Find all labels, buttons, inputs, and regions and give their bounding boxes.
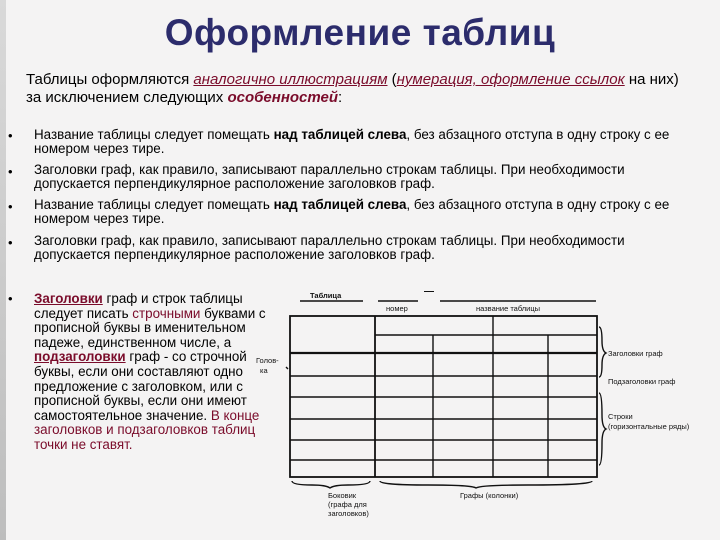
bullet-5-text-d: В конце заголовков и подзаголовков таблиц точки не ставят. [34, 407, 260, 452]
intro-paragraph [26, 71, 691, 107]
fig-table-name: название таблицы [476, 304, 541, 313]
fig-stub-2: (графа для [328, 500, 367, 509]
fig-head-label-1: Голов- [256, 356, 279, 365]
bullet-marker: • [8, 128, 13, 143]
bullet-item-3 [34, 198, 694, 227]
brace-columns [380, 481, 592, 488]
bullet-5-text-b: буквами с прописной буквы в именительном падеже, единственном числе, а [34, 305, 266, 350]
fig-stub-1: Боковик [328, 491, 357, 500]
fig-dash: — [424, 286, 434, 297]
head-pointer [286, 367, 288, 369]
table-structure-figure [248, 286, 710, 524]
intro-text-5: на них) за исключением следующих [26, 71, 679, 106]
fig-number: номер [386, 304, 408, 313]
bullet-item-4 [34, 234, 694, 263]
intro-text-1: Таблицы оформляются [26, 71, 194, 88]
bullet-1-text: Название таблицы следует помещать [34, 127, 274, 142]
fig-col-headers: Заголовки граф [608, 349, 663, 358]
bullet-item-1 [34, 128, 694, 157]
brace-headers [599, 327, 606, 377]
bullet-1-bold: над таблицей слева [273, 127, 407, 142]
intro-link-illustrations: аналогично иллюстрациям [193, 71, 388, 88]
fig-head-label-2: ка [260, 366, 268, 375]
fig-stub-3: заголовков) [328, 509, 369, 518]
bullet-item-5 [34, 292, 279, 453]
fig-columns: Графы (колонки) [460, 491, 519, 500]
lowercase-term: строчными [132, 305, 201, 321]
fig-col-subheaders: Подзаголовки граф [608, 377, 676, 386]
subheaders-term: подзаголовки [34, 349, 126, 365]
brace-rows [599, 393, 606, 465]
bullet-2-text: Заголовки граф, как правило, записывают параллельно строкам таблицы. При необходимости допускается перпендикулярное расположение заголовков граф. [34, 162, 625, 192]
table-diagram [248, 286, 710, 524]
fig-table-word: Таблица [310, 291, 342, 300]
bullet-marker: • [8, 235, 13, 250]
slide-title: Оформление таблиц [164, 12, 556, 53]
intro-text-3: ( [387, 71, 397, 88]
bullet-1-rest: , без абзацного отступа в одну строку с ее номером через тире. [34, 127, 670, 157]
bullet-item-2 [34, 163, 694, 192]
bullet-3-bold: над таблицей слева [273, 197, 407, 212]
brace-stub [292, 481, 370, 488]
bullet-3-text: Название таблицы следует помещать [34, 197, 274, 212]
bullet-5-text-a: граф и строк таблицы следует писать [34, 291, 243, 321]
fig-rows-2: (горизонтальные ряды) [608, 422, 690, 431]
bullet-marker: • [8, 291, 13, 306]
intro-text-7: : [338, 89, 343, 106]
intro-link-numbering: нумерация, оформление ссылок [396, 71, 625, 88]
bullet-3-rest: , без абзацного отступа в одну строку с ее номером через тире. [34, 197, 670, 227]
bullet-marker: • [8, 199, 13, 214]
bullet-4-text: Заголовки граф, как правило, записывают параллельно строкам таблицы. При необходимости допускается перпендикулярное расположение заголовков граф. [34, 233, 625, 263]
intro-features: особенностей [227, 89, 339, 106]
bullet-5-text-c: граф - со строчной буквы, если они составляют одно предложение с заголовком, или с прописной буквы, если они имеют самостоятельное значение. [34, 349, 247, 423]
headers-term: Заголовки [34, 291, 103, 306]
fig-rows-1: Строки [608, 412, 633, 421]
bullet-marker: • [8, 164, 13, 179]
